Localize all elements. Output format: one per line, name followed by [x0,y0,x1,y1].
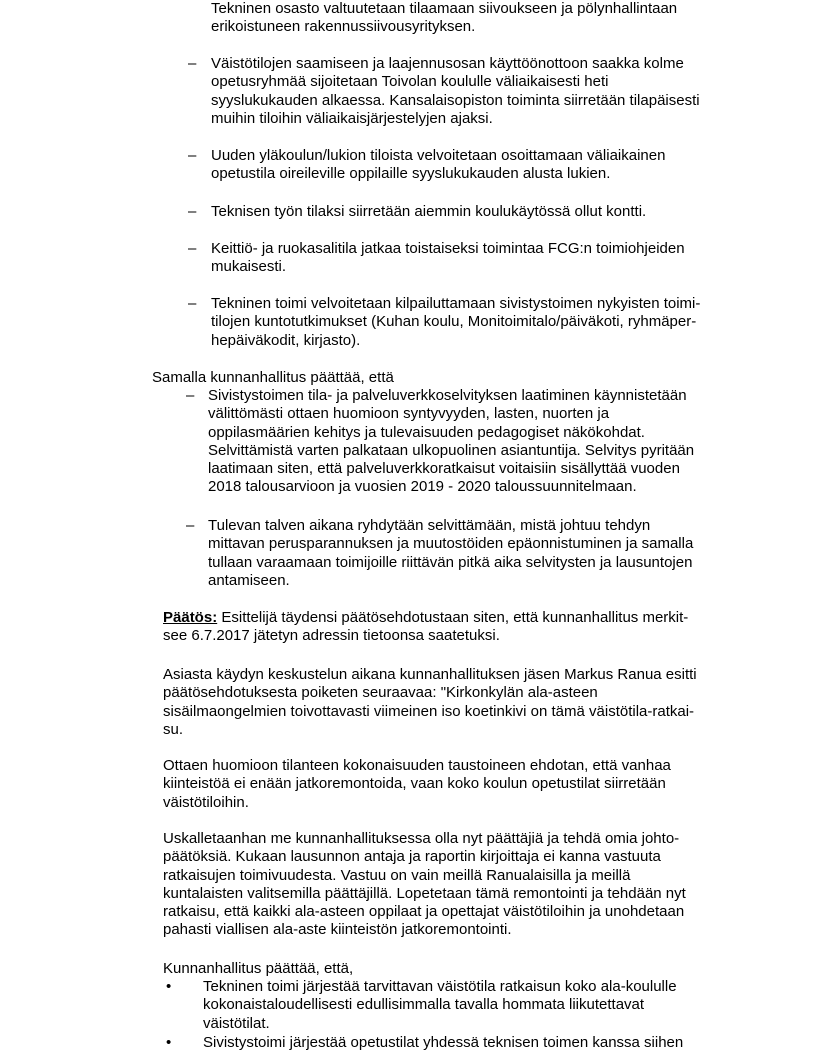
section1-item-3: Uuden yläkoulun/lukion tiloista velvoitetaan osoittamaan väliaikainen opetustila oireileville oppilaille syyslukukauden alusta lukien. [211,147,666,183]
paragraph-4: Kunnanhallitus päättää, että, [163,960,354,977]
paragraph-3: Uskalletaanhan me kunnanhallituksessa olla nyt päättäjiä ja tehdä omia johto- päätöksiä. Kukaan lausunnon antaja ja raportin kirjoittaja ei kanna vastuuta ratkaisujen toimivuudesta. Vastuu on vain meillä Ranualaisilla ja meillä kuntalaisten valitsemilla päättäjillä. Lopetetaan tämä remontointi ja tehdään nyt ratkaisu, että kaikki ala-asteen oppilaat ja opettajat väistötiloihin ja unohdetaan pahasti viallisen ala-aste kiinteistön jatkoremontointi. [163,830,686,939]
bullet-item-2: Sivistystoimi järjestää opetustilat yhdessä teknisen toimen kanssa siihen [203,1034,684,1051]
section1-item-1: Tekninen osasto valtuutetaan tilaamaan siivoukseen ja pölynhallintaan erikoistuneen rakennussiivousyrityksen. [211,0,678,36]
dash-marker: – [188,147,197,164]
dash-marker: – [188,295,197,312]
section1-item-2: Väistötilojen saamiseen ja laajennusosan käyttöönottoon saakka kolme opetusryhmää sijoitetaan Toivolan koululle väliaikaisesti heti syyslukukauden alkaessa. Kansalaisopiston toiminta siirretään tilapäisesti muihin tiloihin väliaikaisjärjestelyjen ajaksi. [211,55,700,127]
dash-marker: – [186,517,195,534]
section1-item-5: Keittiö- ja ruokasalitila jatkaa toistaiseksi toimintaa FCG:n toimiohjeiden mukaisesti. [211,240,685,276]
section2-intro: Samalla kunnanhallitus päättää, että [152,369,394,386]
paragraph-1: Asiasta käydyn keskustelun aikana kunnanhallituksen jäsen Markus Ranua esitti päätösehdotuksesta poiketen seuraavaa: "Kirkonkylän ala-asteen sisäilmaongelmien toivottavasti viimeinen iso koetinkivi on tämä väistötila-ratkai- su. [163,666,697,738]
section1-item-4: Teknisen työn tilaksi siirretään aiemmin koulukäytössä ollut kontti. [211,203,647,220]
dash-marker: – [186,387,195,404]
bullet-marker: • [166,1034,172,1051]
decision-text: Esittelijä täydensi päätösehdotustaan siten, että kunnanhallitus merkit- see 6.7.2017 jätetyn adressin tietoonsa saatetuksi. [163,609,689,645]
section2-item-1: Sivistystoimen tila- ja palveluverkkoselvityksen laatiminen käynnistetään välittömästi ottaen huomioon syntyvyyden, lasten, nuorten ja oppilasmäärien kehitys ja tulevaisuuden pedagogiset näkökohdat. Selvittämistä varten palkataan ulkopuolinen asiantuntija. Selvitys pyritään laatimaan siten, että palveluverkkoratkaisut voitaisiin sisällyttää vuoden 2018 talousarvioon ja vuosien 2019 - 2020 taloussuunnitelmaan. [208,387,695,496]
dash-marker: – [188,55,197,72]
bullet-item-1: Tekninen toimi järjestää tarvittavan väistötila ratkaisun koko ala-koululle kokonaistaloudellisesti edullisimmalla tavalla hommata liikutettavat väistötilat. [203,978,677,1032]
dash-marker: – [188,203,197,220]
dash-marker: – [188,240,197,257]
section2-item-2: Tulevan talven aikana ryhdytään selvittämään, mistä johtuu tehdyn mittavan perusparannuksen ja muutostöiden epäonnistuminen ja samalla tullaan varaamaan toimijoille riittävän pitkä aika selvitysten ja lausuntojen antamiseen. [208,517,694,589]
decision-paragraph [163,609,763,646]
bullet-marker: • [166,978,172,995]
decision-label: Päätös: [163,609,218,626]
section1-item-6: Tekninen toimi velvoitetaan kilpailuttamaan sivistystoimen nykyisten toimi- tilojen kuntotutkimukset (Kuhan koulu, Monitoimitalo/päiväkoti, ryhmäper- hepäiväkodit, kirjasto). [211,295,701,349]
paragraph-2: Ottaen huomioon tilanteen kokonaisuuden taustoineen ehdotan, että vanhaa kiinteistöä ei enään jatkoremontoida, vaan koko koulun opetustilat siirretään väistötiloihin. [163,757,671,811]
